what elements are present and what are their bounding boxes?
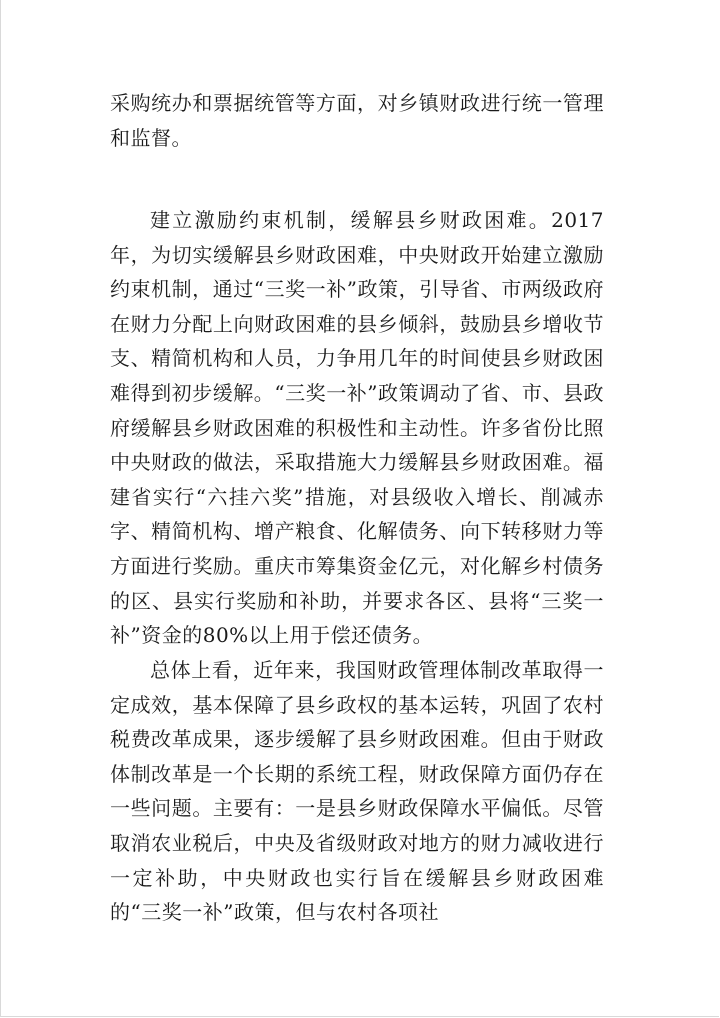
- paragraph-1-text: 采购统办和票据统管等方面，对乡镇财政进行统一管理和监督。: [110, 91, 604, 150]
- paragraph-2-text: 建立激励约束机制，缓解县乡财政困难。2017年，为切实缓解县乡财政困难，中央财政开始建立激励约束机制，通过“三奖一补”政策，引导省、市两级政府在财力分配上向财政困难的县乡倾斜，鼓励县乡增收节支、精简机构和人员，力争用几年的时间使县乡财政困难得到初步缓解。“三奖一补”政策调动了省、市、县政府缓解县乡财政困难的积极性和主动性。许多省份比照中央财政的做法，采取措施大力缓解县乡财政困难。福建省实行“六挂六奖”措施，对县级收入增长、削减赤字、精简机构、增产粮食、化解债务、向下转移财力等方面进行奖励。重庆市筹集资金亿元，对化解乡村债务的区、县实行奖励和补助，并要求各区、县将“三奖一补”资金的80%以上用于偿还债务。: [110, 208, 604, 648]
- paragraph-3-text: 总体上看，近年来，我国财政管理体制改革取得一定成效，基本保障了县乡政权的基本运转，巩固了农村税费改革成果，逐步缓解了县乡财政困难。但由于财政体制改革是一个长期的系统工程，财政保障方面仍存在一些问题。主要有：一是县乡财政保障水平偏低。尽管取消农业税后，中央及省级财政对地方的财力减收进行一定补助，中央财政也实行旨在缓解县乡财政困难的“三奖一补”政策，但与农村各项社: [110, 658, 604, 925]
- paragraph-3: [110, 653, 604, 930]
- paragraph-2: [110, 203, 604, 653]
- paragraph-1: [110, 86, 604, 155]
